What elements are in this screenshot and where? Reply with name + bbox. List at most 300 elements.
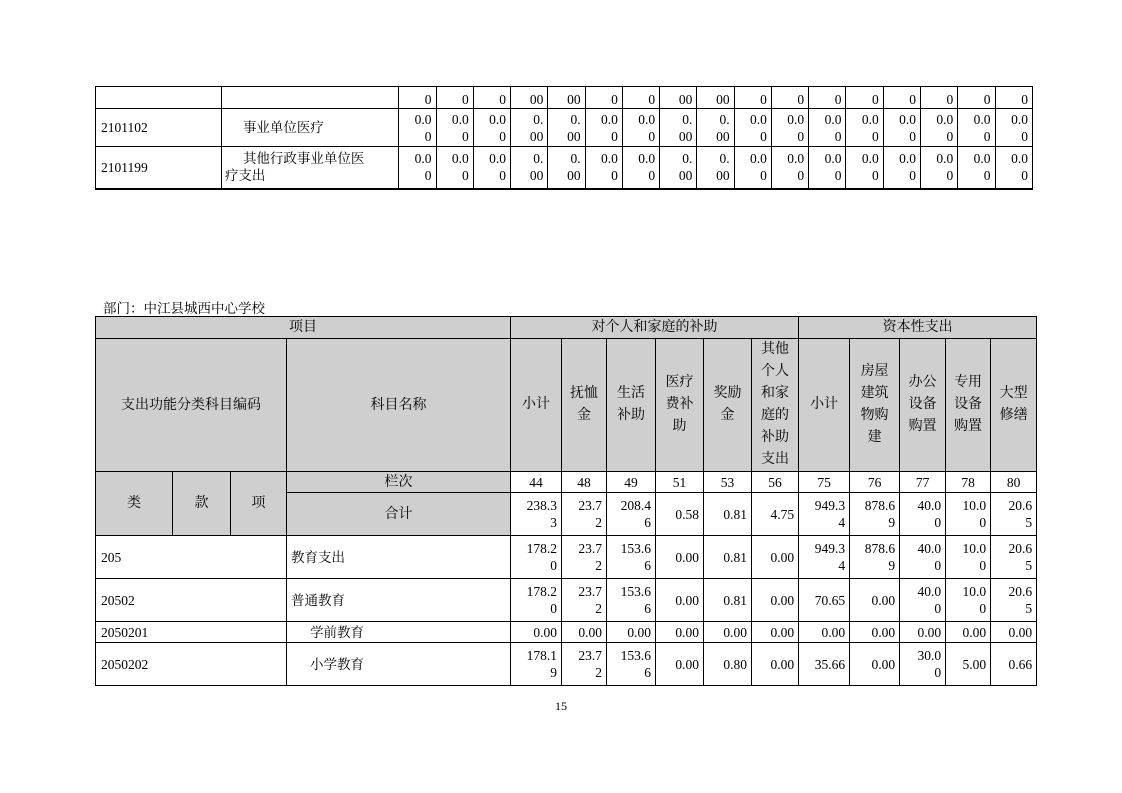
subject-name — [221, 147, 398, 189]
column-header — [607, 339, 656, 472]
cell-line: 0. — [533, 151, 544, 167]
column-number: 53 — [704, 472, 752, 493]
value-cell — [900, 536, 946, 579]
header-line: 建筑 — [860, 386, 889, 401]
value-cell — [946, 643, 991, 686]
cell-line: 00 — [716, 128, 730, 144]
cell-line: 0 — [648, 128, 656, 144]
cell-line: 0. — [570, 111, 581, 127]
subject-code: 2050202 — [96, 643, 287, 686]
cell-line: 00 — [678, 168, 693, 184]
value-cell — [704, 622, 752, 643]
cell-line: 0.00 — [871, 656, 896, 672]
name-line: 疗支出 — [224, 168, 266, 184]
table-row — [96, 109, 1033, 147]
subsidy-group-header: 对个人和家庭的补助 — [511, 317, 799, 339]
column-header — [850, 339, 900, 472]
cell-line: 0 — [499, 128, 507, 144]
header-line: 建 — [867, 430, 882, 445]
cell-line: 0.58 — [675, 506, 699, 522]
xiang-header: 项 — [231, 472, 287, 536]
cell-line: 0 — [462, 92, 469, 107]
cell-line: 0.81 — [723, 592, 747, 608]
cell-line: 0. — [570, 151, 581, 167]
header-line: 补助 — [761, 430, 790, 445]
cell-line: 23.7 — [578, 584, 602, 599]
cell-line: 0. — [682, 151, 693, 167]
cell-line: 10.0 — [962, 584, 987, 599]
value-cell — [473, 147, 510, 189]
value-cell — [704, 579, 752, 622]
cell-line: 0.0 — [600, 111, 618, 127]
cell-line: 5.00 — [962, 656, 987, 672]
value-cell — [511, 109, 548, 147]
subject-name: 事业单位医疗 — [221, 109, 398, 147]
header-line: 抚恤 — [570, 386, 598, 401]
cell-line: 0 — [797, 128, 805, 144]
value-cell — [562, 536, 607, 579]
value-cell — [752, 622, 799, 643]
value-cell — [799, 579, 850, 622]
cell-line: 10.0 — [962, 541, 987, 556]
kuan-header: 款 — [173, 472, 231, 536]
continued-table — [95, 86, 1033, 190]
total-value — [900, 493, 946, 536]
cell-line: 0 — [499, 168, 507, 184]
value-cell — [920, 87, 957, 109]
cell-line: 0.66 — [1008, 656, 1033, 672]
column-number: 48 — [562, 472, 607, 493]
cell-line: 0 — [648, 92, 656, 107]
cell-line: 153.6 — [620, 648, 651, 663]
cell-line: 0.0 — [451, 151, 469, 167]
cell-line: 40.0 — [917, 584, 942, 599]
value-cell — [622, 147, 659, 189]
cell-line: 153.6 — [620, 541, 651, 556]
subsidy-capital-table — [95, 316, 1037, 686]
cell-line: 0. — [719, 151, 730, 167]
cell-line: 0.0 — [414, 151, 432, 167]
cell-line: 6 — [644, 558, 651, 573]
cell-line: 0.0 — [936, 111, 954, 127]
value-cell — [399, 147, 436, 189]
value-cell — [562, 643, 607, 686]
subject-code: 205 — [96, 536, 287, 579]
value-cell — [511, 643, 562, 686]
cell-line: 0.0 — [861, 111, 879, 127]
header-line: 金 — [577, 408, 591, 423]
value-cell — [799, 536, 850, 579]
header-line: 庭的 — [761, 408, 790, 423]
header-line: 个人 — [761, 364, 790, 379]
value-cell — [958, 147, 995, 189]
cell-line: 6 — [644, 515, 651, 530]
cell-line: 30.0 — [917, 648, 942, 663]
column-header — [704, 339, 752, 472]
value-cell — [850, 536, 900, 579]
cell-line: 70.65 — [814, 592, 846, 608]
total-value — [511, 493, 562, 536]
value-cell — [920, 147, 957, 189]
cell-line: 0 — [871, 128, 879, 144]
cell-line: 00 — [678, 128, 693, 144]
total-value — [704, 493, 752, 536]
value-cell — [900, 579, 946, 622]
value-cell — [607, 643, 656, 686]
subject-name: 教育支出 — [287, 536, 511, 579]
table-row — [96, 643, 1037, 686]
header-line: 大型 — [999, 386, 1028, 401]
value-cell — [399, 109, 436, 147]
cell-line: 5 — [1025, 601, 1033, 616]
cell-line: 0.0 — [750, 111, 767, 127]
header-line: 其他 — [761, 342, 790, 357]
cell-line: 0.0 — [1011, 111, 1028, 127]
value-cell — [656, 579, 704, 622]
header-line: 专用 — [954, 375, 983, 390]
column-number: 80 — [991, 472, 1037, 493]
total-value — [607, 493, 656, 536]
cell-line: 6 — [644, 601, 651, 616]
department-label: 部门：中江县城西中心学校 — [103, 301, 265, 316]
value-cell — [660, 109, 697, 147]
cell-line: 00 — [529, 92, 544, 107]
value-cell — [799, 643, 850, 686]
value-cell — [607, 622, 656, 643]
cell-line: 6 — [644, 665, 651, 680]
cell-line: 0 — [462, 168, 469, 184]
subject-name: 普通教育 — [287, 579, 511, 622]
header-line: 小计 — [810, 397, 839, 412]
header-line: 补助 — [617, 408, 645, 423]
cell-line: 0 — [834, 168, 842, 184]
cell-line: 0 — [871, 168, 879, 184]
header-line: 支出 — [761, 452, 790, 467]
cell-line: 4 — [838, 515, 846, 530]
value-cell — [734, 87, 771, 109]
cell-line: 0 — [611, 168, 618, 184]
cell-line: 0.81 — [723, 549, 747, 565]
value-cell — [562, 622, 607, 643]
cell-line: 0 — [946, 92, 954, 107]
cell-line: 0 — [424, 92, 432, 107]
cell-line: 4 — [838, 558, 846, 573]
value-cell — [697, 147, 734, 189]
cell-line: 0 — [550, 558, 557, 573]
cell-line: 0 — [760, 92, 767, 107]
cell-line: 9 — [550, 665, 557, 680]
column-header — [562, 339, 607, 472]
cell-line: 0 — [909, 168, 916, 184]
cell-line: 0.00 — [770, 592, 795, 608]
value-cell — [991, 579, 1037, 622]
cell-line: 0.0 — [489, 151, 507, 167]
value-cell — [752, 579, 799, 622]
cell-line: 00 — [567, 128, 581, 144]
value-cell — [900, 622, 946, 643]
name-column-header: 科目名称 — [287, 339, 511, 472]
cell-line: 0.00 — [770, 656, 795, 672]
subject-code: 2050201 — [96, 622, 287, 643]
total-value — [850, 493, 900, 536]
cell-line: 0 — [462, 128, 469, 144]
cell-line: 0. — [533, 111, 544, 127]
total-value — [946, 493, 991, 536]
column-number: 49 — [607, 472, 656, 493]
header-line: 设备 — [954, 397, 983, 412]
cell-line: 0 — [979, 515, 987, 530]
header-line: 设备 — [908, 397, 937, 412]
cell-line: 0 — [760, 128, 767, 144]
cell-line: 40.0 — [917, 498, 942, 513]
cell-line: 0.0 — [973, 151, 991, 167]
total-value — [799, 493, 850, 536]
header-line: 生活 — [617, 386, 645, 401]
value-cell — [883, 147, 920, 189]
cell-line: 0 — [983, 168, 991, 184]
value-cell — [511, 622, 562, 643]
value-cell — [656, 622, 704, 643]
cell-line: 2 — [595, 515, 602, 530]
cell-line: 0.0 — [489, 111, 507, 127]
value-cell — [799, 622, 850, 643]
cell-line: 0.0 — [638, 111, 656, 127]
cell-line: 0.80 — [723, 656, 747, 672]
value-cell — [548, 147, 585, 189]
column-header — [511, 339, 562, 472]
cell-line: 0 — [983, 128, 991, 144]
cell-line: 0 — [934, 601, 942, 616]
cell-line: 00 — [716, 168, 730, 184]
cell-line: 0 — [871, 92, 879, 107]
cell-line: 178.1 — [526, 648, 557, 663]
column-number: 56 — [752, 472, 799, 493]
value-cell — [850, 622, 900, 643]
value-cell — [920, 109, 957, 147]
column-header — [656, 339, 704, 472]
project-header: 项目 — [96, 317, 511, 339]
subject-code — [96, 87, 222, 109]
value-cell — [704, 536, 752, 579]
value-cell — [900, 643, 946, 686]
cell-line: 0. — [719, 111, 730, 127]
subject-name: 学前教育 — [287, 622, 511, 643]
cell-line: 0.00 — [917, 624, 942, 640]
value-cell — [771, 109, 808, 147]
value-cell — [697, 87, 734, 109]
value-cell — [771, 87, 808, 109]
cell-line: 20.6 — [1008, 584, 1033, 599]
cell-line: 40.0 — [917, 541, 942, 556]
value-cell — [585, 147, 622, 189]
value-cell — [473, 109, 510, 147]
cell-line: 5 — [1025, 515, 1033, 530]
value-cell — [436, 87, 473, 109]
cell-line: 0 — [983, 92, 991, 107]
cell-line: 0 — [550, 601, 557, 616]
cell-line: 35.66 — [814, 656, 846, 672]
value-cell — [622, 109, 659, 147]
header-line: 小计 — [522, 397, 550, 412]
total-value — [562, 493, 607, 536]
cell-line: 2 — [595, 558, 602, 573]
cell-line: 0.0 — [899, 151, 916, 167]
value-cell — [399, 87, 436, 109]
cell-line: 0.0 — [451, 111, 469, 127]
value-cell — [752, 536, 799, 579]
cell-line: 00 — [716, 92, 730, 107]
total-value — [752, 493, 799, 536]
cell-line: 0.00 — [871, 592, 896, 608]
value-cell — [991, 622, 1037, 643]
value-cell — [473, 87, 510, 109]
column-header — [752, 339, 799, 472]
cell-line: 0 — [424, 128, 432, 144]
table-row — [96, 622, 1037, 643]
header-line: 奖励 — [713, 386, 742, 401]
cell-line: 0.0 — [1011, 151, 1028, 167]
lanci-label: 栏次 — [287, 472, 511, 493]
value-cell — [850, 643, 900, 686]
total-label: 合计 — [287, 493, 511, 536]
cell-line: 0.00 — [675, 549, 699, 565]
cell-line: 0.00 — [821, 624, 846, 640]
cell-line: 238.3 — [526, 498, 557, 513]
value-cell — [511, 579, 562, 622]
header-line: 金 — [720, 408, 735, 423]
cell-line: 0.0 — [824, 111, 842, 127]
subject-name: 小学教育 — [287, 643, 511, 686]
cell-line: 5 — [1025, 558, 1033, 573]
column-number: 44 — [511, 472, 562, 493]
total-value — [656, 493, 704, 536]
cell-line: 0.0 — [414, 111, 432, 127]
cell-line: 23.7 — [578, 648, 602, 663]
value-cell — [946, 536, 991, 579]
cell-line: 9 — [888, 515, 896, 530]
cell-line: 878.6 — [864, 498, 896, 513]
cell-line: 23.7 — [578, 498, 602, 513]
value-cell — [991, 536, 1037, 579]
header-line: 办公 — [908, 375, 937, 390]
column-number: 78 — [946, 472, 991, 493]
cell-line: 0 — [946, 128, 954, 144]
value-cell — [846, 109, 883, 147]
cell-line: 0 — [934, 558, 942, 573]
value-cell — [548, 109, 585, 147]
value-cell — [995, 87, 1033, 109]
cell-line: 0.0 — [787, 151, 805, 167]
cell-line: 0.0 — [861, 151, 879, 167]
value-cell — [607, 579, 656, 622]
value-cell — [562, 579, 607, 622]
cell-line: 949.3 — [814, 541, 846, 556]
value-cell — [946, 622, 991, 643]
value-cell — [548, 87, 585, 109]
cell-line: 0.00 — [675, 624, 699, 640]
cell-line: 2 — [595, 601, 602, 616]
cell-line: 0 — [1021, 92, 1028, 107]
cell-line: 0.00 — [770, 549, 795, 565]
column-number: 75 — [799, 472, 850, 493]
value-cell — [995, 147, 1033, 189]
cell-line: 23.7 — [578, 541, 602, 556]
cell-line: 0 — [834, 92, 842, 107]
cell-line: 0 — [979, 601, 987, 616]
cell-line: 878.6 — [864, 541, 896, 556]
cell-line: 00 — [529, 128, 544, 144]
cell-line: 0 — [648, 168, 656, 184]
cell-line: 0.0 — [787, 111, 805, 127]
cell-line: 0.0 — [824, 151, 842, 167]
value-cell — [436, 147, 473, 189]
value-cell — [704, 643, 752, 686]
value-cell — [958, 87, 995, 109]
value-cell — [622, 87, 659, 109]
cell-line: 9 — [888, 558, 896, 573]
cell-line: 0.0 — [936, 151, 954, 167]
cell-line: 20.6 — [1008, 541, 1033, 556]
cell-line: 153.6 — [620, 584, 651, 599]
value-cell — [809, 147, 846, 189]
value-cell — [511, 536, 562, 579]
cell-line: 00 — [529, 168, 544, 184]
cell-line: 178.2 — [526, 584, 557, 599]
value-cell — [585, 109, 622, 147]
value-cell — [752, 643, 799, 686]
cell-line: 2 — [595, 665, 602, 680]
value-cell — [511, 87, 548, 109]
header-line: 物购 — [860, 408, 889, 423]
header-line: 医疗 — [665, 375, 694, 390]
value-cell — [585, 87, 622, 109]
cell-line: 0 — [909, 128, 916, 144]
value-cell — [995, 109, 1033, 147]
cell-line: 0 — [1021, 128, 1028, 144]
value-cell — [436, 109, 473, 147]
column-header — [991, 339, 1037, 472]
value-cell — [958, 109, 995, 147]
cell-line: 0 — [934, 665, 942, 680]
subject-name — [221, 87, 398, 109]
cell-line: 3 — [550, 515, 557, 530]
cell-line: 0. — [682, 111, 693, 127]
value-cell — [809, 87, 846, 109]
cell-line: 0.00 — [723, 624, 747, 640]
value-cell — [511, 147, 548, 189]
cell-line: 0 — [424, 168, 432, 184]
cell-line: 0 — [1021, 168, 1028, 184]
cell-line: 0.00 — [770, 624, 795, 640]
cell-line: 00 — [678, 92, 693, 107]
table-row — [96, 147, 1033, 189]
lei-header: 类 — [96, 472, 173, 536]
header-line: 助 — [672, 419, 687, 434]
header-line: 房屋 — [860, 364, 889, 379]
cell-line: 00 — [567, 168, 581, 184]
value-cell — [660, 147, 697, 189]
table-row — [96, 536, 1037, 579]
cell-line: 0 — [834, 128, 842, 144]
header-line: 购置 — [908, 419, 937, 434]
column-number: 77 — [900, 472, 946, 493]
cell-line: 178.2 — [526, 541, 557, 556]
cell-line: 0 — [979, 558, 987, 573]
cell-line: 0.00 — [1008, 624, 1033, 640]
code-column-header: 支出功能分类科目编码 — [96, 339, 287, 472]
cell-line: 0.00 — [871, 624, 896, 640]
cell-line: 0 — [611, 128, 618, 144]
